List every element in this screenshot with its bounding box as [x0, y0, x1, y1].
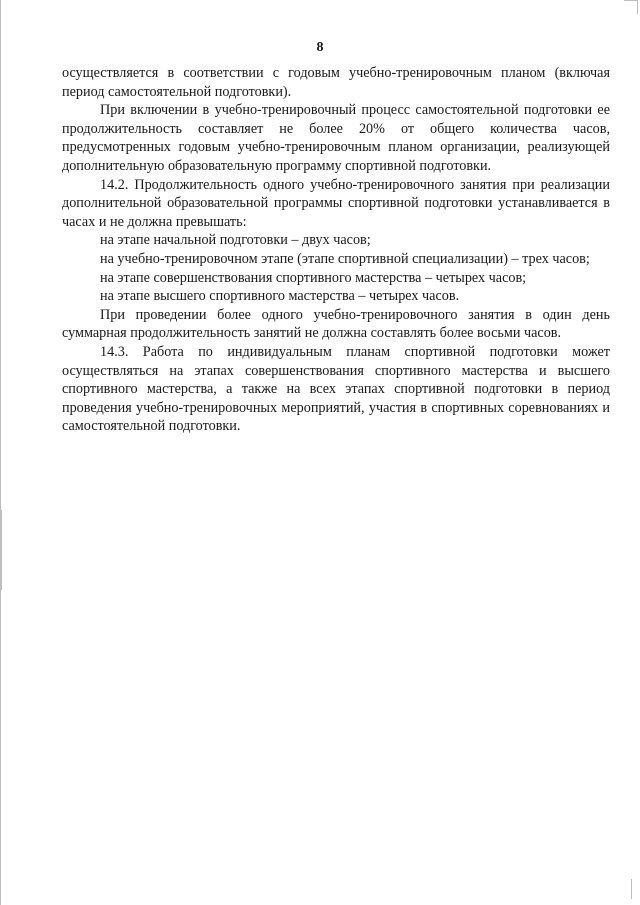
page-number: 8 — [316, 40, 324, 55]
list-item-training-stage: на учебно-тренировочном этапе (этапе спортивной специализации) – трех часов; — [100, 250, 590, 267]
document-body — [62, 64, 610, 436]
scan-edge-mark — [631, 879, 632, 899]
scan-edge-mark — [1, 510, 2, 590]
paragraph-14-3: 14.3. Работа по индивидуальным планам спортивной подготовки может осуществляться на этапах совершенствования спортивного мастерства и высшего спортивного мастерства, а также на всех этапах спортивной подготовки в период проведения учебно-тренировочных мероприятий, участия в спортивных соревнованиях и самостоятельной подготовки. — [62, 343, 610, 435]
scan-edge-mark — [637, 0, 638, 14]
scan-edge-mark — [624, 0, 638, 1]
paragraph-self-training: При включении в учебно-тренировочный процесс самостоятельной подготовки ее продолжительность составляет не более 20% от общего количества часов, предусмотренных годовым учебно-тренировочным планом организации, реализующей дополнительную образовательную программу спортивной подготовки. — [62, 102, 610, 174]
scan-edge-mark — [0, 0, 1, 905]
list-item-improvement-stage: на этапе совершенствования спортивного мастерства – четырех часов; — [100, 269, 527, 286]
paragraph-continuation: осуществляется в соответствии с годовым учебно-тренировочным планом (включая период самостоятельной подготовки). — [62, 65, 610, 100]
list-item-initial-stage: на этапе начальной подготовки – двух часов; — [100, 232, 371, 249]
paragraph-14-2: 14.2. Продолжительность одного учебно-тренировочного занятия при реализации дополнительной образовательной программы спортивной подготовки устанавливается в часах и не должна превышать: — [62, 176, 610, 230]
list-item-highest-stage: на этапе высшего спортивного мастерства – четырех часов. — [100, 288, 460, 305]
paragraph-daily-limit: При проведении более одного учебно-тренировочного занятия в один день суммарная продолжительность занятий не должна составлять более восьми часов. — [62, 306, 610, 342]
